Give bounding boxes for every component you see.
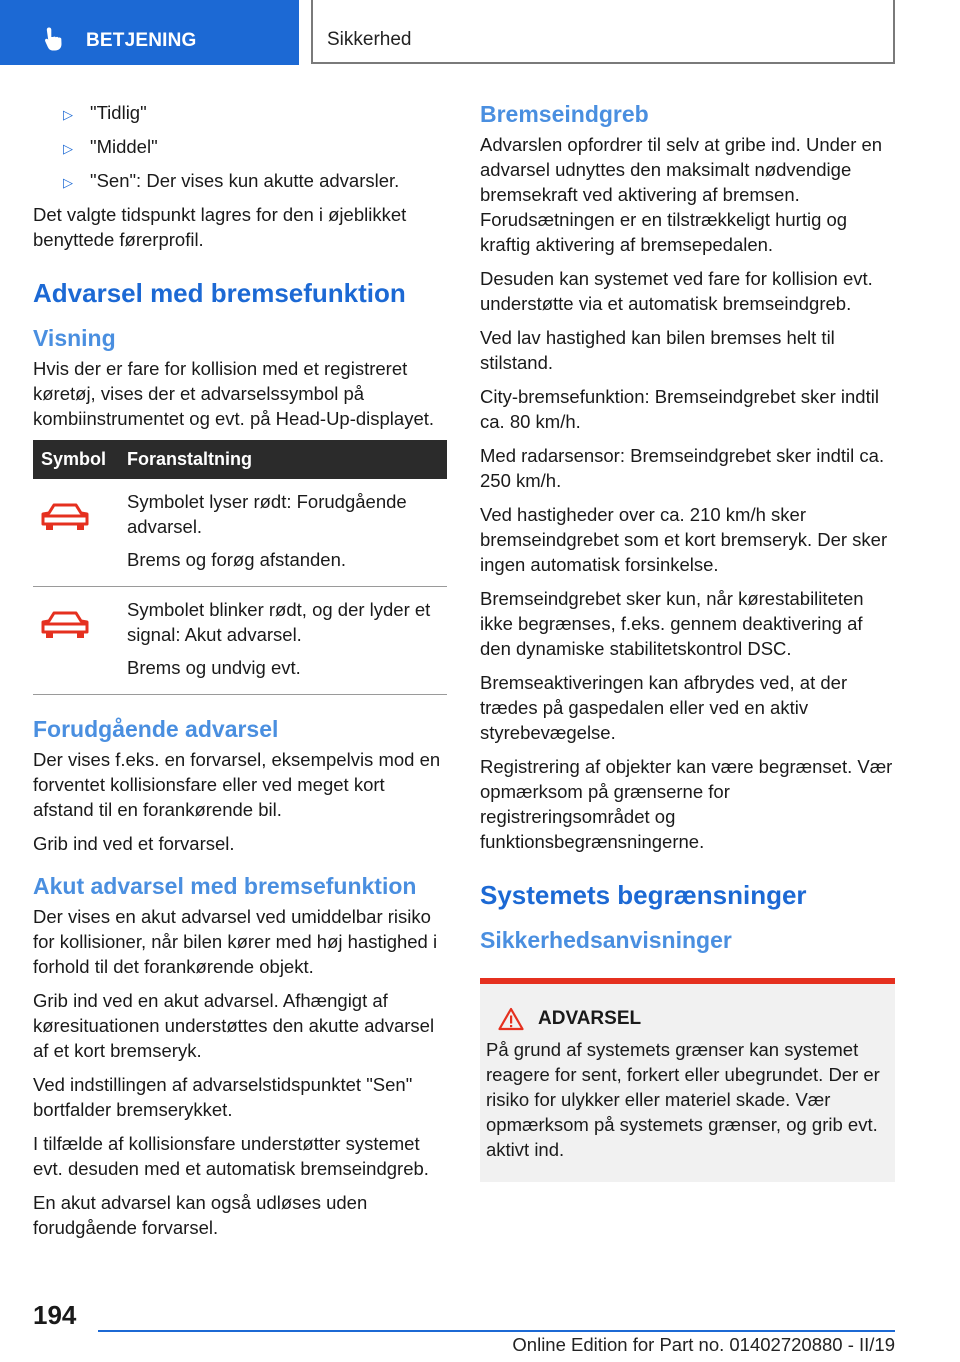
paragraph: Der vises f.eks. en forvarsel, eksempelvis mod en forventet kollisionsfare eller ved meget kort afstand til en forankørende bil. <box>33 749 441 820</box>
paragraph: Ved lav hastighed kan bilen bremses helt til stilstand. <box>480 327 835 373</box>
paragraph: Det valgte tidspunkt lagres for den i øjeblikket benyttede førerprofil. <box>33 204 407 250</box>
triangle-bullet-icon: ▷ <box>63 175 73 190</box>
warning-text: På grund af systemets grænser kan systemet reagere for sent, forkert eller ubegrundet. Der er risiko for ulykker eller materiel skade. Vær opmærksom på systemets grænser, og grib evt. aktivt ind. <box>486 1039 880 1160</box>
paragraph: City-bremsefunktion: Bremseindgrebet sker indtil ca. 80 km/h. <box>480 386 879 432</box>
subsection-heading: Akut advarsel med bremsefunktion <box>33 873 417 899</box>
hand-pointer-icon <box>42 26 68 52</box>
list-item: ▷ "Tidlig" <box>33 100 449 125</box>
triangle-bullet-icon: ▷ <box>63 107 73 122</box>
list-item: ▷ "Middel" <box>33 134 449 159</box>
paragraph: Registrering af objekter kan være begrænset. Vær opmærksom på grænserne for registreringsområdet og funktionsbegrænsningerne. <box>480 756 893 852</box>
warning-box <box>480 978 895 1182</box>
right-column <box>480 100 896 1182</box>
triangle-bullet-icon: ▷ <box>63 141 73 156</box>
paragraph: Med radarsensor: Bremseindgrebet sker indtil ca. 250 km/h. <box>480 445 885 491</box>
table-header-action: Foranstaltning <box>127 440 447 479</box>
footer-divider <box>98 1330 895 1332</box>
table-row: Symbolet lyser rødt: Forudgående advarsel. Brems og forøg afstanden. <box>33 479 447 587</box>
section-header <box>311 0 895 64</box>
chapter-tab-label: BETJENING <box>86 30 197 51</box>
table-header-symbol: Symbol <box>33 440 127 479</box>
car-warning-icon <box>41 611 89 639</box>
paragraph: En akut advarsel kan også udløses uden forudgående forvarsel. <box>33 1192 368 1238</box>
subsection-heading: Visning <box>33 325 116 351</box>
paragraph: Ved hastigheder over ca. 210 km/h sker bremseindgrebet som et kort bremseryk. Der sker ingen automatisk forsinkelse. <box>480 504 888 575</box>
chapter-tab[interactable] <box>0 0 299 65</box>
list-item: ▷ "Sen": Der vises kun akutte advarsler. <box>33 168 449 193</box>
paragraph: Desuden kan systemet ved fare for kollision evt. understøtte via et automatisk bremseindgreb. <box>480 268 873 314</box>
paragraph: Grib ind ved en akut advarsel. Afhængigt af køresituationen understøttes den akutte advarsel af et kort bremseryk. <box>33 990 435 1061</box>
paragraph: Bremseaktiveringen kan afbrydes ved, at der trædes på gaspedalen eller ved en aktiv styrebevægelse. <box>480 672 848 743</box>
edition-text: Online Edition for Part no. 01402720880 - II/19 <box>512 1334 895 1355</box>
warning-time-options <box>33 100 449 193</box>
section-label: Sikkerhed <box>327 29 412 50</box>
subsection-heading: Bremseindgreb <box>480 101 649 127</box>
symbol-table <box>33 440 447 695</box>
car-warning-icon <box>41 503 89 531</box>
paragraph: Grib ind ved et forvarsel. <box>33 833 235 854</box>
paragraph: Advarslen opfordrer til selv at gribe ind. Under en advarsel udnyttes den maksimalt nødvendige bremsekraft ved aktivering af bremsen. Forudsætningen er en tilstrækkeligt hurtig og kraftig aktivering af bremsepedalen. <box>480 134 883 255</box>
warning-title: ADVARSEL <box>538 1008 642 1029</box>
paragraph: Hvis der er fare for kollision med et registreret køretøj, vises der et advarselssymbol på kombiinstrumentet og evt. på Head-Up-displayet. <box>33 358 435 429</box>
warning-triangle-icon <box>498 1007 524 1031</box>
section-heading: Advarsel med bremsefunktion <box>33 278 406 308</box>
paragraph: Der vises en akut advarsel ved umiddelbar risiko for kollisioner, når bilen kører med høj hastighed i forhold til det forankørende objekt. <box>33 906 438 977</box>
table-row: Symbolet blinker rødt, og der lyder et signal: Akut advarsel. Brems og undvig evt. <box>33 587 447 695</box>
paragraph: Bremseindgrebet sker kun, når kørestabiliteten ikke begrænses, f.eks. gennem deaktivering af den dynamiske stabilitetskontrol DSC. <box>480 588 864 659</box>
left-column <box>33 100 449 1249</box>
subsection-heading: Forudgående advarsel <box>33 716 279 742</box>
paragraph: I tilfælde af kollisionsfare understøtter systemet evt. desuden med et automatisk bremseindgreb. <box>33 1133 429 1179</box>
page-number: 194 <box>33 1300 77 1330</box>
section-heading: Systemets begrænsninger <box>480 880 807 910</box>
paragraph: Ved indstillingen af advarselstidspunktet "Sen" bortfalder bremserykket. <box>33 1074 413 1120</box>
subsection-heading: Sikkerhedsanvisninger <box>480 927 732 953</box>
